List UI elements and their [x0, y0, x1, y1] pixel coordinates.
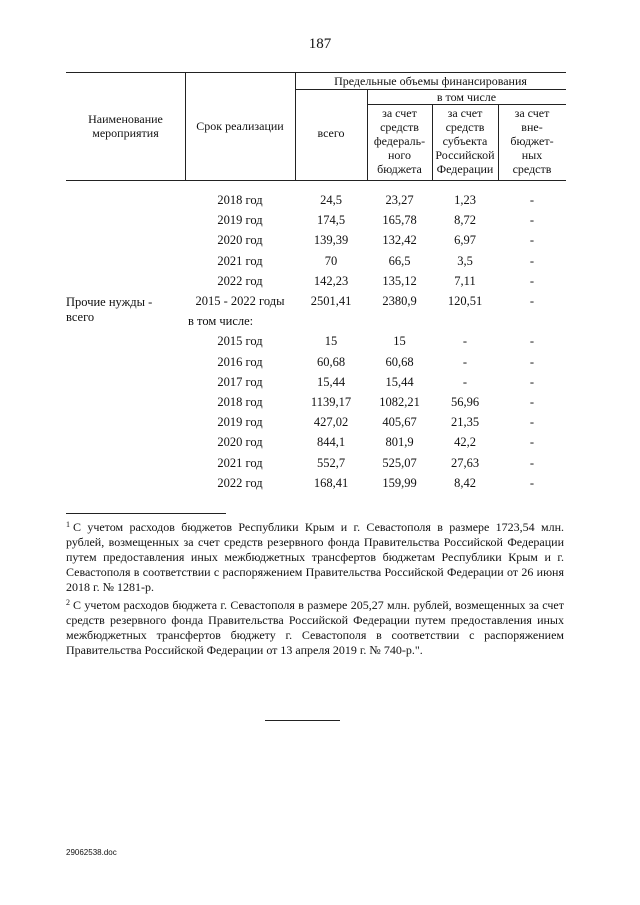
cell-period: 2017 год	[217, 374, 263, 389]
cell-federal: 60,68	[385, 354, 414, 369]
cell-total: 168,41	[313, 475, 349, 490]
header-subject-col: за счет средств субъекта Российской Федерации	[435, 106, 495, 176]
cell-subject: 21,35	[450, 415, 480, 430]
footnote-1: $^1$ С учетом расходов бюджетов Республики Крым и г. Севастополя в размере 1723,54 млн. рублей, возмещенных за счет средств резервного фонда Правительства Российской Федерации путем предоставления иных межбюджетных трансфертов бюджетам Республики Крым и г. Севастополя в соответствии с распоряжением Правительства Российской Федерации от 26 июня 2018 г. № 1281-р.	[66, 520, 564, 594]
cell-federal: 525,07	[382, 455, 417, 470]
cell-subject: 42,2	[454, 435, 476, 450]
cell-period: 2015 - 2022 годы	[195, 294, 285, 308]
cell-federal: 1082,21	[379, 395, 420, 409]
cell-federal: 15,44	[385, 374, 414, 389]
cell-total: 139,39	[313, 233, 349, 248]
cell-subject: 6,97	[454, 233, 476, 248]
cell-total: 15,44	[316, 374, 346, 389]
cell-extra: -	[529, 213, 535, 228]
cell-subject: 120,51	[447, 294, 483, 308]
end-rule	[265, 720, 340, 721]
cell-federal: 801,9	[385, 435, 414, 450]
cell-federal: 23,27	[385, 193, 414, 207]
cell-federal: 15	[393, 334, 406, 349]
cell-subject: -	[462, 334, 468, 349]
cell-federal: 135,12	[382, 273, 417, 288]
cell-extra: -	[529, 253, 535, 268]
cell-total: 60,68	[316, 354, 346, 369]
cell-extra: -	[529, 334, 535, 349]
cell-period: 2019 год	[217, 213, 263, 228]
cell-extra: -	[529, 395, 535, 409]
cell-subject: 3,5	[457, 253, 473, 268]
header-including: в том числе	[436, 90, 497, 104]
cell-period: 2016 год	[217, 354, 263, 369]
cell-total: 142,23	[313, 273, 349, 288]
cell-period: 2018 год	[217, 395, 263, 409]
cell-extra: -	[529, 435, 535, 450]
cell-period: 2021 год	[217, 455, 263, 470]
cell-total: 24,5	[320, 193, 342, 207]
doc-id: 29062538.doc	[66, 848, 117, 857]
cell-extra: -	[529, 455, 535, 470]
cell-total: 1139,17	[310, 395, 352, 409]
cell-subject: 27,63	[450, 455, 480, 470]
row-label: Прочие нужды - всего	[66, 295, 153, 324]
cell-total: 70	[324, 253, 338, 268]
cell-federal: 165,78	[382, 213, 417, 228]
cell-period: 2015 год	[217, 334, 263, 349]
cell-period: 2018 год	[217, 193, 263, 207]
header-federal-col: за счет средств федераль- ного бюджета	[373, 106, 426, 176]
header-funding-group: Предельные объемы финансирования	[334, 74, 527, 88]
cell-subject: -	[462, 374, 468, 389]
cell-federal: 159,99	[382, 475, 417, 490]
cell-extra: -	[529, 354, 535, 369]
cell-period: 2020 год	[217, 435, 263, 450]
cell-period: 2022 год	[217, 475, 263, 490]
cell-total: 552,7	[316, 455, 346, 470]
cell-subject: -	[462, 354, 468, 369]
cell-extra: -	[529, 475, 535, 490]
header-period-col: Срок реализации	[196, 119, 284, 133]
header-extra-col: за счет вне- бюджет- ных средств	[510, 106, 554, 176]
cell-federal: 66,5	[388, 253, 411, 268]
cell-subject: 1,23	[454, 193, 476, 207]
cell-subject: 56,96	[450, 395, 480, 409]
cell-extra: -	[529, 273, 535, 288]
cell-extra: -	[529, 374, 535, 389]
cell-period: 2022 год	[217, 273, 263, 288]
page-number: 187	[308, 36, 332, 52]
cell-subject: 8,42	[454, 475, 476, 490]
cell-subject: 7,11	[454, 273, 476, 288]
cell-subject: 8,72	[454, 213, 476, 228]
header-name-col: Наименование мероприятия	[88, 112, 163, 140]
cell-total: 15	[324, 334, 338, 349]
cell-period: 2019 год	[217, 415, 263, 430]
cell-federal: 405,67	[382, 415, 417, 430]
header-total-col: всего	[317, 126, 345, 140]
cell-total: 427,02	[313, 415, 349, 430]
cell-extra: -	[529, 233, 535, 248]
footnote-2: $^2$ С учетом расходов бюджета г. Севастополя в размере 205,27 млн. рублей, возмещенных за счет средств резервного фонда Правительства Российской Федерации путем предоставления иных межбюджетных трансфертов бюджету г. Севастополя в соответствии с распоряжением Правительства Российской Федерации от 13 апреля 2019 г. № 740-р.".	[66, 598, 564, 657]
cell-federal: 132,42	[382, 233, 417, 248]
cell-extra: -	[529, 415, 535, 430]
cell-period: 2021 год	[217, 253, 263, 268]
cell-total: 2501,41	[310, 294, 352, 308]
cell-total: 174,5	[316, 213, 346, 228]
cell-period: в том числе:	[188, 314, 254, 329]
cell-extra: -	[529, 193, 535, 207]
footnotes	[66, 517, 564, 658]
footnote-separator	[66, 513, 226, 514]
cell-period: 2020 год	[217, 233, 263, 248]
cell-federal: 2380,9	[382, 294, 417, 308]
cell-extra: -	[529, 294, 535, 308]
cell-total: 844,1	[316, 435, 346, 450]
